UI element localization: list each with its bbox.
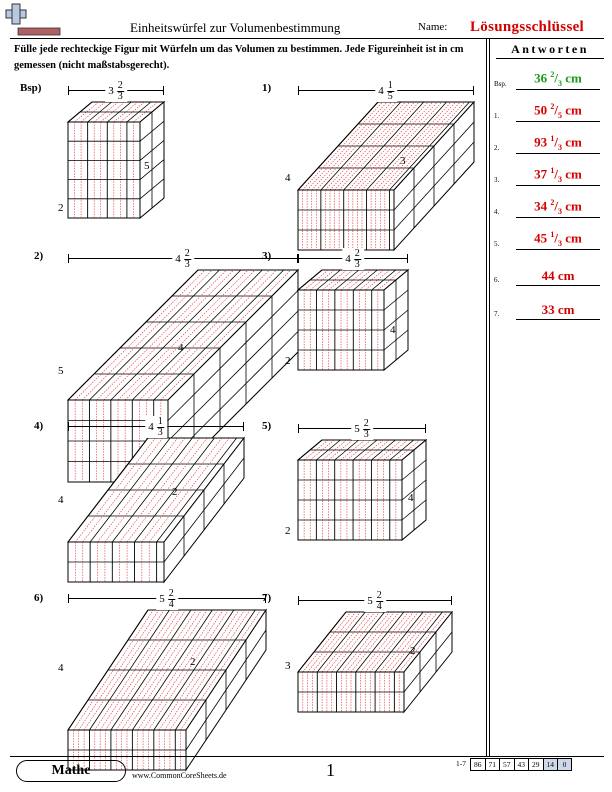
score-cell: 14 — [544, 758, 559, 771]
length-numerator: 2 — [117, 79, 123, 91]
site-url: www.CommonCoreSheets.de — [132, 771, 227, 780]
length-dimension — [68, 80, 164, 102]
height-label: 3 — [400, 155, 406, 167]
answer-frac-slash: / — [554, 230, 558, 246]
length-fraction — [168, 589, 175, 610]
length-denominator: 3 — [117, 90, 123, 102]
dimension-tick — [298, 86, 299, 95]
length-dimension — [68, 588, 266, 610]
logo-plus-icon — [4, 2, 64, 36]
answer-value — [516, 268, 600, 284]
depth-label: 2 — [58, 202, 64, 214]
prism-figure — [294, 608, 456, 716]
answer-value — [516, 166, 600, 184]
name-label: Name: — [418, 21, 448, 33]
prism-front-face — [298, 190, 394, 250]
problem-label: 5) — [262, 420, 272, 432]
header-divider — [10, 38, 604, 39]
problem-label: 2) — [34, 250, 44, 262]
score-table — [452, 758, 572, 771]
score-cell: 43 — [515, 758, 530, 771]
length-dimension — [68, 416, 244, 438]
page-title: Einheitswürfel zur Volumenbestimmung — [130, 20, 341, 35]
dimension-tick — [163, 86, 164, 95]
length-fraction — [363, 419, 370, 440]
answer-frac-slash: / — [554, 70, 558, 86]
length-label — [105, 80, 127, 102]
answer-frac-denominator: 5 — [558, 111, 562, 120]
length-label — [342, 248, 364, 270]
answer-frac-slash: / — [554, 134, 558, 150]
length-whole: 3 — [108, 85, 114, 97]
length-label — [156, 588, 178, 610]
height-label: 4 — [408, 492, 414, 504]
answer-row — [494, 262, 604, 286]
answer-unit: cm — [557, 268, 575, 283]
answer-line — [516, 89, 600, 90]
dimension-tick — [68, 594, 69, 603]
dimension-tick — [407, 254, 408, 263]
answer-whole: 33 — [541, 302, 558, 317]
answer-column-divider-inner — [489, 38, 490, 756]
length-denominator: 3 — [157, 426, 163, 438]
answer-line — [516, 185, 600, 186]
answer-row — [494, 130, 604, 154]
depth-label: 4 — [58, 662, 64, 674]
answer-whole: 37 — [534, 166, 551, 182]
answer-frac-numerator: 2 — [550, 102, 555, 112]
answer-frac-denominator: 3 — [558, 79, 562, 88]
length-label — [351, 418, 373, 440]
answer-frac-slash: / — [554, 198, 558, 214]
problem-label: 4) — [34, 420, 44, 432]
prism-figure — [294, 436, 430, 544]
answer-frac-denominator: 3 — [558, 207, 562, 216]
dimension-tick — [68, 254, 69, 263]
answer-unit: cm — [562, 166, 582, 182]
answer-number: 2. — [494, 144, 500, 152]
length-whole: 5 — [354, 423, 360, 435]
height-label: 4 — [390, 324, 396, 336]
length-fraction — [376, 591, 383, 612]
dimension-tick — [68, 86, 69, 95]
dimension-tick — [68, 422, 69, 431]
instructions: Fülle jede rechteckige Figur mit Würfeln um das Volumen zu bestimmen. Jede Figureinheit ist in cm gemessen (nicht maßstabsgerecht). — [14, 44, 464, 71]
length-numerator: 2 — [363, 417, 369, 429]
answer-whole: 36 — [534, 70, 551, 86]
page-number: 1 — [326, 760, 335, 780]
problem-label: 7) — [262, 592, 272, 604]
score-cell: 29 — [529, 758, 544, 771]
answer-number: 4. — [494, 208, 500, 216]
answer-frac-numerator: 2 — [550, 198, 555, 208]
length-whole: 5 — [159, 593, 165, 605]
length-denominator: 3 — [184, 258, 190, 270]
answer-row — [494, 226, 604, 250]
length-denominator: 4 — [376, 600, 382, 612]
depth-label: 2 — [285, 525, 291, 537]
depth-label: 5 — [58, 365, 64, 377]
length-dimension — [298, 248, 408, 270]
answer-line — [516, 285, 600, 286]
answer-unit: cm — [562, 134, 582, 150]
answer-value — [516, 70, 600, 88]
length-whole: 4 — [378, 85, 384, 97]
answer-unit: cm — [557, 302, 575, 317]
depth-label: 3 — [285, 660, 291, 672]
answer-line — [516, 217, 600, 218]
score-cell: 57 — [500, 758, 515, 771]
length-denominator: 3 — [363, 428, 369, 440]
dimension-tick — [298, 596, 299, 605]
length-numerator: 1 — [157, 415, 163, 427]
depth-label: 4 — [58, 494, 64, 506]
length-dimension — [298, 80, 474, 102]
answer-value — [516, 134, 600, 152]
answer-column-divider — [486, 38, 487, 756]
height-label: 4 — [178, 342, 184, 354]
answer-unit: cm — [562, 70, 582, 86]
length-whole: 4 — [345, 253, 351, 265]
answer-unit: cm — [562, 230, 582, 246]
dimension-tick — [473, 86, 474, 95]
answer-frac-slash: / — [554, 102, 558, 118]
answer-whole: 50 — [534, 102, 551, 118]
prism-figure — [64, 434, 248, 586]
prism-figure — [64, 606, 270, 774]
answer-unit: cm — [562, 198, 582, 214]
score-cell: 86 — [470, 758, 486, 771]
length-whole: 5 — [367, 595, 373, 607]
length-numerator: 2 — [376, 589, 382, 601]
length-label — [145, 416, 167, 438]
score-range-label: 1-7 — [456, 759, 466, 768]
length-label — [375, 80, 397, 102]
answer-whole: 44 — [541, 268, 558, 283]
length-fraction — [184, 249, 191, 270]
answer-frac-denominator: 3 — [558, 239, 562, 248]
answer-frac-numerator: 1 — [550, 166, 555, 176]
answer-number: 3. — [494, 176, 500, 184]
answer-unit: cm — [562, 102, 582, 118]
answer-key-label: Lösungsschlüssel — [470, 19, 585, 35]
prism-figure — [294, 98, 478, 254]
length-numerator: 2 — [168, 587, 174, 599]
answer-value — [516, 230, 600, 248]
length-fraction — [117, 81, 124, 102]
height-label: 5 — [144, 160, 150, 172]
problem-label: 6) — [34, 592, 44, 604]
dimension-tick — [243, 422, 244, 431]
answer-whole: 93 — [534, 134, 551, 150]
score-cell: 71 — [486, 758, 501, 771]
answer-row — [494, 296, 604, 320]
answer-line — [516, 153, 600, 154]
score-cell: 0 — [558, 758, 572, 771]
footer-divider — [10, 756, 604, 757]
answer-frac-denominator: 3 — [558, 143, 562, 152]
answer-frac-numerator: 2 — [550, 70, 555, 80]
answer-value — [516, 302, 600, 318]
height-label: 2 — [190, 656, 196, 668]
subject-badge: Mathe — [16, 760, 126, 782]
dimension-tick — [425, 424, 426, 433]
depth-label: 2 — [285, 355, 291, 367]
dimension-tick — [298, 254, 299, 263]
length-denominator: 4 — [168, 598, 174, 610]
answer-number: 5. — [494, 240, 500, 248]
length-denominator: 3 — [354, 258, 360, 270]
length-fraction — [387, 81, 394, 102]
answer-number: 6. — [494, 276, 500, 284]
answer-frac-numerator: 1 — [550, 134, 555, 144]
length-denominator: 5 — [387, 90, 393, 102]
length-whole: 4 — [148, 421, 154, 433]
prism-front-face — [68, 122, 140, 218]
answer-row — [494, 194, 604, 218]
length-label — [172, 248, 194, 270]
answer-frac-denominator: 3 — [558, 175, 562, 184]
answer-line — [516, 121, 600, 122]
problem-label: Bsp) — [20, 82, 42, 94]
length-numerator: 1 — [387, 79, 393, 91]
prism-figure — [294, 266, 412, 374]
answers-heading: Antworten — [496, 42, 604, 59]
length-fraction — [157, 417, 164, 438]
height-label: 2 — [410, 645, 416, 657]
answer-value — [516, 198, 600, 216]
height-label: 2 — [172, 486, 178, 498]
length-label — [364, 590, 386, 612]
answer-value — [516, 102, 600, 120]
answer-line — [516, 319, 600, 320]
problem-label: 1) — [262, 82, 272, 94]
length-dimension — [298, 590, 452, 612]
answer-row — [494, 66, 604, 90]
answer-number: Bsp. — [494, 80, 507, 88]
depth-label: 4 — [285, 172, 291, 184]
answer-line — [516, 249, 600, 250]
problem-label: 3) — [262, 250, 272, 262]
answer-row — [494, 98, 604, 122]
answer-frac-numerator: 1 — [550, 230, 555, 240]
length-whole: 4 — [175, 253, 181, 265]
dimension-tick — [451, 596, 452, 605]
length-numerator: 2 — [184, 247, 190, 259]
answer-row — [494, 162, 604, 186]
answer-number: 1. — [494, 112, 500, 120]
length-numerator: 2 — [354, 247, 360, 259]
prism-figure — [64, 98, 168, 222]
length-fraction — [354, 249, 361, 270]
answer-whole: 34 — [534, 198, 551, 214]
length-dimension — [298, 418, 426, 440]
answer-whole: 45 — [534, 230, 551, 246]
answer-frac-slash: / — [554, 166, 558, 182]
answer-number: 7. — [494, 310, 500, 318]
dimension-tick — [298, 424, 299, 433]
